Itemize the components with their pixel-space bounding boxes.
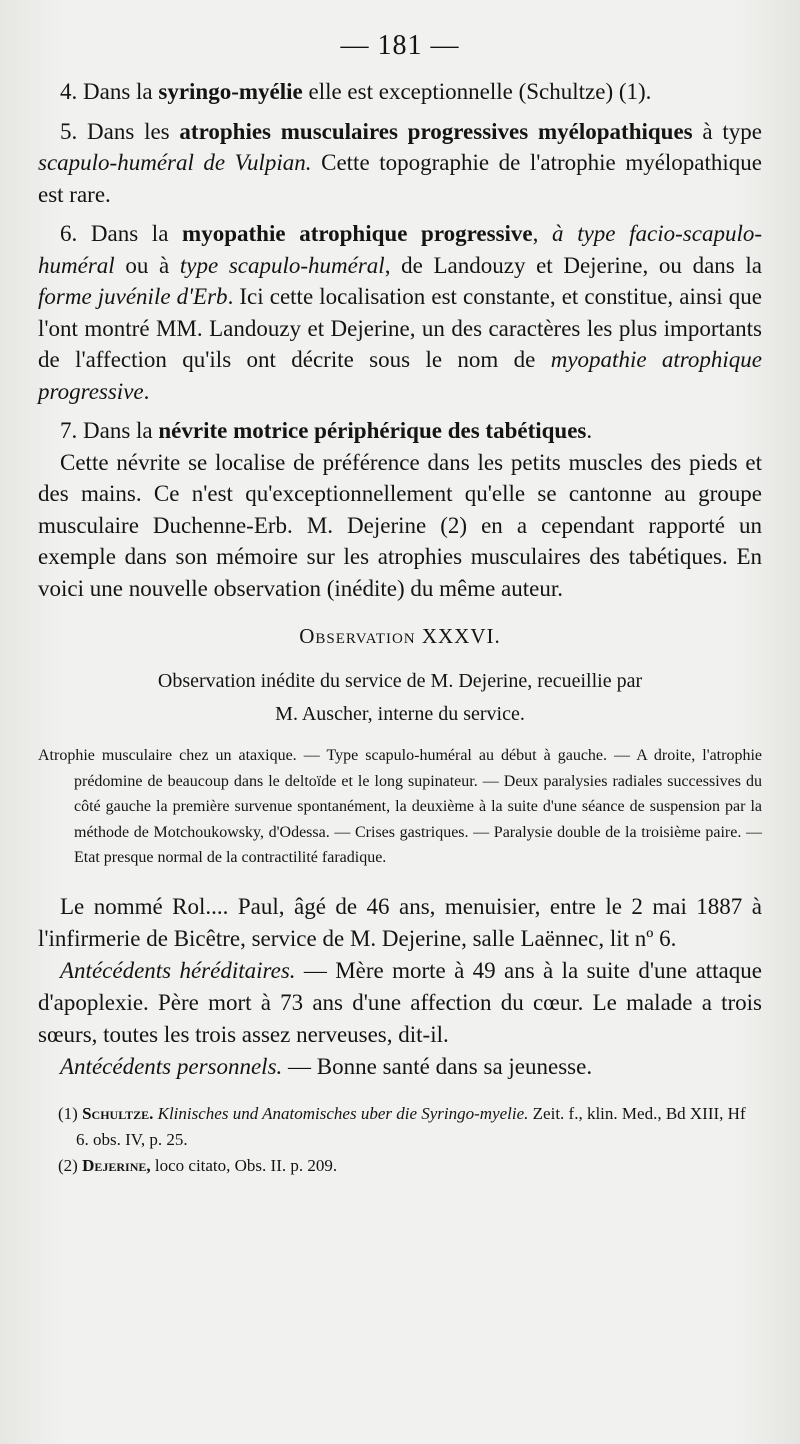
item-5-term: atrophies musculaires progressives myélopathiques xyxy=(179,118,693,144)
item-5-italic: scapulo-huméral de Vulpian. xyxy=(38,150,312,175)
footnote-1 xyxy=(58,1101,762,1153)
item-6-lead: 6. Dans la xyxy=(60,221,183,246)
patient-intro-paragraph: Le nommé Rol.... Paul, âgé de 46 ans, menuisier, entre le 2 mai 1887 à l'infirmerie de Bicêtre, service de M. Dejerine, salle Laënnec, lit nº 6. xyxy=(38,893,762,951)
hereditary-history-paragraph xyxy=(38,955,762,1051)
item-7-heading xyxy=(38,415,762,447)
personal-history-paragraph xyxy=(38,1051,762,1083)
footnote-1-marker: (1) xyxy=(58,1103,83,1123)
item-6-term: myopathie atrophique progressive xyxy=(182,221,533,246)
item-4-lead: 4. Dans la xyxy=(60,79,159,104)
item-6-tail: . xyxy=(143,378,150,404)
page-number: — 181 — xyxy=(340,30,460,61)
item-7-term: névrite motrice périphérique des tabétiques xyxy=(158,418,587,443)
hereditary-history-text: — Mère morte à 49 ans à la suite d'une attaque d'apoplexie. Père mort à 73 ans d'une affection du cœur. Le malade a trois sœurs, toutes les trois assez nerveuses, dit-il. xyxy=(38,957,762,1047)
footnote-1-reference: Zeit. f., klin. Med., Bd XIII, Hf 6. obs. IV, p. 25. xyxy=(76,1103,746,1149)
item-6-italic-1: à type facio-scapulo-huméral xyxy=(38,221,762,278)
item-5-mid: à type xyxy=(692,118,763,144)
item-6-mid-2: , de Landouzy et Dejerine, ou dans la xyxy=(384,252,762,278)
footnote-2-marker: (2) xyxy=(58,1155,83,1175)
item-6-sep: , xyxy=(532,221,553,246)
item-4-term: syringo-myélie xyxy=(158,79,303,104)
footnote-2 xyxy=(58,1153,762,1179)
item-4-paragraph xyxy=(38,76,762,108)
item-7-text: Cette névrite se localise de préférence dans les petits muscles des pieds et des mains. Ce n'est qu'exceptionnellement qu'elle se cantonne au groupe musculaire Duchenne-Erb. M. Dejerine (2) en a cependant rapporté un exemple dans son mémoire sur les atrophies musculaires des tabétiques. En voici une nouvelle observation (inédite) du même auteur. xyxy=(38,449,762,601)
observation-summary: Atrophie musculaire chez un ataxique. — Type scapulo-huméral au début à gauche. — A droite, l'atrophie prédomine de beaucoup dans le deltoïde et le long supinateur. — Deux paralysies radiales successives du côté gauche la première survenue spontanément, la deuxième à la suite d'une séance de suspension par la méthode de Motchoukowsky, d'Odessa. — Crises gastriques. — Paralysie double de la troisième paire. — Etat presque normal de la contractilité faradique. xyxy=(38,747,762,866)
item-6-mid-3: . Ici cette localisation est constante, et constitue, ainsi que l'ont montré MM. Landouzy et Dejerine, un des caractères les plus importants de l'affection qu'ils ont décrite sous le nom de xyxy=(38,284,762,372)
personal-history-text: — Bonne santé dans sa jeunesse. xyxy=(282,1053,593,1079)
item-7-lead: 7. Dans la xyxy=(60,418,159,443)
item-5-tail: Cette topographie de l'atrophie myélopathique est rare. xyxy=(38,150,762,207)
observation-subtitle-line-2: M. Auscher, interne du service. xyxy=(275,703,525,725)
observation-heading: Observation XXXVI. xyxy=(299,624,501,648)
footnote-1-title: Klinisches und Anatomisches uber die Syringo-myelie. xyxy=(153,1103,529,1123)
personal-history-label: Antécédents personnels. xyxy=(60,1053,283,1079)
footnote-2-reference: loco citato, Obs. II. p. 209. xyxy=(150,1155,338,1175)
item-7-tail: . xyxy=(586,418,593,443)
item-5-paragraph xyxy=(38,116,762,211)
item-6-mid-1: ou à xyxy=(114,252,180,278)
item-6-italic-4: myopathie atrophique progressive xyxy=(38,347,762,404)
item-5-lead: 5. Dans les xyxy=(60,118,180,144)
item-6-italic-2: type scapulo-huméral xyxy=(179,252,385,278)
item-6-italic-3: forme juvénile d'Erb xyxy=(38,284,228,309)
observation-subtitle-line-1: Observation inédite du service de M. Dejerine, recueillie par xyxy=(157,670,643,692)
footnote-separator xyxy=(38,1083,762,1101)
footnote-1-author: Schultze. xyxy=(82,1103,154,1123)
footnote-2-author: Dejerine, xyxy=(82,1155,151,1175)
item-4-tail: elle est exceptionnelle (Schultze) (1). xyxy=(302,79,652,104)
hereditary-history-label: Antécédents héréditaires. xyxy=(60,957,296,983)
item-6-paragraph xyxy=(38,218,762,407)
